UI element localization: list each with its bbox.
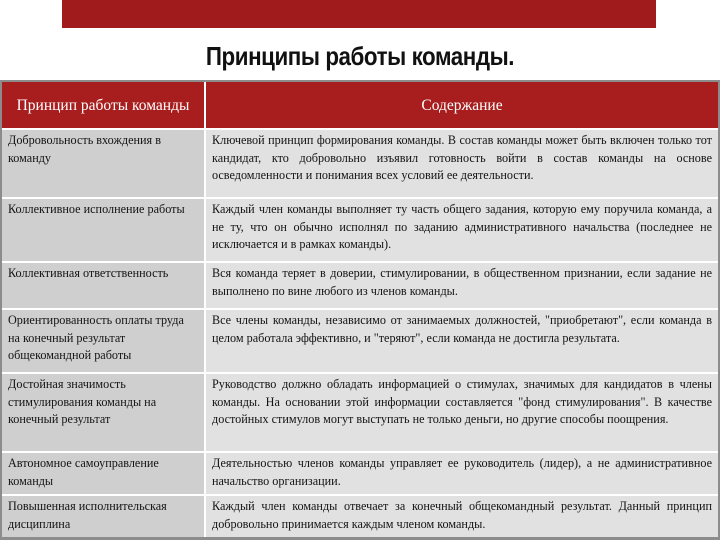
- table-row: [2, 451, 718, 494]
- table-row: [2, 494, 718, 537]
- principle-cell: Достойная значимость стимулирования команды на конечный результат: [2, 372, 206, 451]
- table-header-row: [2, 82, 718, 128]
- principles-table: [2, 82, 718, 537]
- principle-cell: Автономное самоуправление команды: [2, 451, 206, 494]
- content-cell: Каждый член команды отвечает за конечный общекомандный результат. Данный принцип добровольно принимается каждым членом команды.: [206, 494, 718, 537]
- table-row: [2, 197, 718, 261]
- header-content: Содержание: [206, 82, 718, 128]
- principle-cell: Ориентированность оплаты труда на конечный результат общекомандной работы: [2, 308, 206, 372]
- principle-cell: Повышенная исполнительская дисциплина: [2, 494, 206, 537]
- content-cell: Руководство должно обладать информацией о стимулах, значимых для кандидатов в члены команды. На основании этой информации составляется "фонд стимулирования". В качестве достойных стимулов могут выступать не только деньги, но другие способы поощрения.: [206, 372, 718, 451]
- principle-cell: Добровольность вхождения в команду: [2, 128, 206, 197]
- top-accent-bar: [62, 0, 656, 28]
- content-cell: Ключевой принцип формирования команды. В состав команды может быть включен только тот кандидат, кто добровольно изъявил готовность войти в состав команды на основе осведомленности и понимания всех условий ее деятельности.: [206, 128, 718, 197]
- table-row: [2, 372, 718, 451]
- content-cell: Каждый член команды выполняет ту часть общего задания, которую ему поручила команда, а не ту, что он обычно исполнял по заданию административного начальства (последнее не исключается и в рамках команды).: [206, 197, 718, 261]
- content-cell: Вся команда теряет в доверии, стимулировании, в общественном признании, если задание не выполнено по вине любого из членов команды.: [206, 261, 718, 308]
- slide-title: Принципы работы команды.: [205, 41, 515, 71]
- header-principle: Принцип работы команды: [2, 82, 206, 128]
- principle-cell: Коллективное исполнение работы: [2, 197, 206, 261]
- principle-cell: Коллективная ответственность: [2, 261, 206, 308]
- content-cell: Деятельностью членов команды управляет ее руководитель (лидер), а не административное начальство организации.: [206, 451, 718, 494]
- principles-table-frame: [0, 80, 720, 540]
- table-row: [2, 261, 718, 308]
- content-cell: Все члены команды, независимо от занимаемых должностей, "приобретают", если команда в целом работала эффективно, и "теряют", если команда не достигла результата.: [206, 308, 718, 372]
- table-row: [2, 128, 718, 197]
- table-row: [2, 308, 718, 372]
